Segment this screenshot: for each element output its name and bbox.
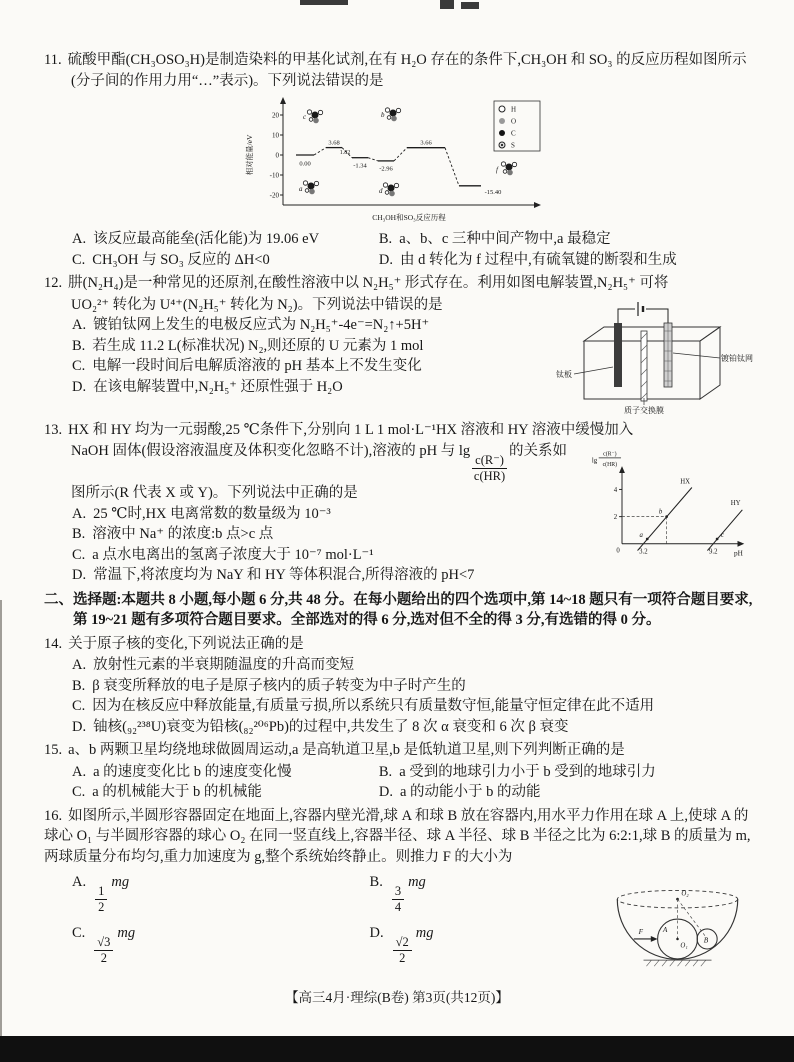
q16-option-d: D. $\frac{√2}{2}$ mg [369,924,434,965]
y-tick-label: 0 [275,151,279,160]
platinum-mesh-label: 镀铂钛网 [721,353,753,363]
o2-label: O₂ [681,890,689,898]
q11-number: 11. [44,52,62,68]
hemisphere-balls-diagram [602,870,754,972]
intermediate-label: f [496,166,498,174]
hx-line-label: HX [680,478,691,486]
ratio-fraction: $\frac{c(R^-)}{c(HR)}$ [473,453,506,484]
atom-o-icon [499,118,505,124]
y-tick-label: 20 [272,111,279,120]
fraction: $\frac{√3}{2}$ [94,936,113,965]
question-12 [44,273,754,417]
membrane-label: 质子交换膜 [624,405,664,415]
energy-diagram-figure [236,93,556,227]
ground-hatching [646,961,705,967]
q12-stem-line2: UO₂²⁺ 转化为 U⁴⁺(N₂H₅⁺ 转化为 N₂)。下列说法中错误的是 [71,296,443,313]
q11-stem [44,50,754,91]
fraction: $\frac{3}{4}$ [392,885,404,914]
q12-number: 12. [44,275,63,291]
intermediate-label: b [381,111,385,119]
q14-number: 14. [44,635,63,652]
titanium-plate-electrode [614,323,622,387]
atom-h-icon [499,106,505,112]
legend-label: S [511,141,515,150]
y-axis-frac-num: c(R⁻) [603,451,617,458]
q11-stem-text: 硫酸甲酯(CH₃OSO₃H)是制造染料的甲基化试剂,在有 H₂O 存在的条件下,CH₃OH 和 SO₃ 的反应历程如图所示(分子间的作用力用“…”表示)。下列说法错误的是 [67,52,747,89]
q15-option-a: A. a 的速度变化比 b 的速度变化慢 [72,763,292,780]
q12-option-a: A. 镀铂钛网上发生的电极反应式为 N₂H₅⁺-4e⁻=N₂↑+5H⁺ [72,317,430,333]
x-tick-label: 9.2 [708,548,718,556]
hx-line [638,488,692,551]
intermediate-label: d [379,187,383,195]
titanium-plate-label: 钛板 [556,369,572,379]
question-11 [44,50,754,270]
electrolysis-cell-diagram [554,297,754,415]
ball-a-label: A [662,926,668,935]
q15-number: 15. [44,742,63,759]
question-16 [44,806,754,975]
q15-options-row-1 [44,762,754,783]
q13-option-d: D. 常温下,将浓度均为 NaY 和 HY 等体积混合,所得溶液的 pH<7 [72,567,475,584]
point-a [646,538,649,541]
q11-option-b: B. a、b、c 三种中间产物中,a 最稳定 [378,231,611,247]
q13-option-a: A. 25 ℃时,HX 电离常数的数量级为 10⁻³ [72,505,331,522]
point-b-label: b [658,508,663,516]
y-tick-label: -10 [269,171,279,180]
hy-line-label: HY [730,499,741,507]
q16-options-row-1 [44,868,594,918]
point-c [716,538,719,541]
y-tick-label: 10 [272,131,279,140]
scan-artifact [300,0,348,5]
q16-stem: 16. 如图所示,半圆形容器固定在地面上,容器内壁光滑,球 A 和球 B 放在容器内,用水平力作用在球 A 上,使球 A 的球心 O₁ 与半圆形容器的球心 O₂ 在同一竖直线上,容器半径、球 A 半径、球 B 半径之比为 6:2:1,球 B 的质量为 m,两球质量分布均匀,重力加速度为 g,整个系统始终静止。则推力 F 的大小为 [44,807,751,865]
energy-value: 3.68 [328,139,340,147]
point-b [665,515,668,518]
point-c-label: c [721,532,725,539]
legend-label: H [511,105,517,114]
q11-options-row-1 [44,229,754,250]
o1-label: O₁ [680,942,688,950]
x-tick-label: 3.2 [639,548,648,556]
q14-stem: 14. 关于原子核的变化,下列说法正确的是 [44,635,304,652]
question-15 [44,740,754,803]
y-axis-label-lg: lg [591,457,598,465]
y-axis-label: 相对能量/eV [245,134,254,176]
q15-option-d: D. a 的动能小于 b 的动能 [378,784,541,801]
q12-option-d: D. 在该电解装置中,N₂H₅⁺ 还原性强于 H₂O [72,378,343,395]
question-13 [44,420,754,586]
q11-options-row-2 [44,250,754,271]
q12-option-c: C. 电解一段时间后电解质溶液的 pH 基本上不发生变化 [72,358,422,374]
q13-stem-line2: NaOH 固体(假设溶液温度及体积变化忽略不计),溶液的 pH 与 lg $\frac{c(R^-)}{c(HR)}$ 的关系如图所示(R 代表 X 或 Y)。下列说法中正确的是 [71,443,567,502]
energy-diagram [236,93,556,227]
legend-label: C [511,129,516,138]
section-2-header: 二、选择题:本题共 8 小题,每小题 6 分,共 48 分。在每小题给出的四个选项中,第 14~18 题只有一项符合题目要求,第 19~21 题有多项符合题目要求。全部选对的得 6 分,选对但不全的得 3 分,有选错的得 0 分。 [44,591,753,629]
page-footer: 【高三4月·理综(B卷) 第3页(共12页)】 [285,990,509,1005]
energy-value: -2.96 [379,165,393,173]
y-tick-label: 2 [613,514,618,522]
energy-value: 1.82 [339,150,351,156]
energy-value: 3.66 [420,139,432,147]
q14-option-a: A. 放射性元素的半衰期随温度的升高而变短 [72,657,355,674]
intermediate-label: c [303,113,307,121]
atom-c-icon [499,130,505,136]
q12-body [44,295,754,417]
q15-option-b: B. a 受到的地球引力小于 b 受到的地球引力 [378,763,656,780]
q16-option-b: B. $\frac{3}{4}$ mg [369,874,426,915]
center-o1-dot [676,938,679,941]
legend-label: O [511,117,517,126]
fraction: $\frac{√2}{2}$ [393,936,412,965]
y-axis-frac-den: c(HR) [602,462,618,469]
q13-body [44,441,754,586]
energy-value: -15.40 [484,189,502,196]
force-f-label: F [638,928,644,937]
q16-body [44,868,754,974]
electrolysis-figure [554,297,754,415]
energy-value: -1.34 [353,162,367,170]
q16-option-a: A. $\frac{1}{2}$ mg [72,874,130,915]
q11-option-a: A. 该反应最高能垒(活化能)为 19.06 eV [72,231,320,247]
q14-option-d: D. 铀核(₉₂²³⁸U)衰变为铅核(₈₂²⁰⁶Pb)的过程中,共发生了 8 次 α 衰变和 6 次 β 衰变 [72,718,569,735]
fraction: $\frac{1}{2}$ [95,885,107,914]
q13-option-c: C. a 点水电离出的氢离子浓度大于 10⁻⁷ mol·L⁻¹ [72,546,374,563]
x-axis-label: CH₃OH和SO₃反应历程 [372,213,446,222]
platinum-mesh-electrode [664,323,672,387]
origin-label: 0 [616,547,620,555]
q12-option-b: B. 若生成 11.2 L(标准状况) N₂,则还原的 U 元素为 1 mol [72,337,424,354]
energy-value: 0.00 [299,160,311,168]
q16-option-c: C. $\frac{√3}{2}$ mg [72,924,136,965]
q16-options-row-2 [44,919,594,969]
q14-option-b: B. β 衰变所释放的电子是原子核内的质子转变为中子时产生的 [72,677,466,694]
q12-stem-line1: 12. 肼(N₂H₄)是一种常见的还原剂,在酸性溶液中以 N₂H₅⁺ 形式存在。利用如图电解装置,N₂H₅⁺ 可将 [44,275,669,291]
q13-stem-line1: 13. HX 和 HY 均为一元弱酸,25 ℃条件下,分别向 1 L 1 mol·L⁻¹HX 溶液和 HY 溶液中缓慢加入 [44,421,634,438]
page-content [44,50,754,977]
ph-lg-ratio-graph [589,443,754,565]
scan-artifact [461,2,479,9]
q14-option-c: C. 因为在核反应中释放能量,有质量亏损,所以系统只有质量数守恒,能量守恒定律在此不适用 [72,698,655,715]
ph-graph-figure [589,443,754,565]
q11-option-d: D. 由 d 转化为 f 过程中,有硫氧键的断裂和生成 [378,251,677,268]
point-a-label: a [639,532,643,539]
mechanics-figure [602,870,754,972]
ball-b-label: B [703,936,709,945]
question-14 [44,634,754,738]
y-tick-label: -20 [269,191,279,200]
scan-edge-shadow [0,600,2,1036]
q13-number: 13. [44,421,63,438]
scan-artifact [440,0,454,9]
hy-line [707,510,742,551]
y-tick-label: 4 [613,486,618,494]
q15-options-row-2 [44,782,754,803]
q13-option-b: B. 溶液中 Na⁺ 的浓度:b 点>c 点 [72,526,274,543]
q15-option-c: C. a 的机械能大于 b 的机械能 [72,784,262,801]
q11-option-c: C. CH₃OH 与 SO₃ 反应的 ΔH<0 [72,251,270,268]
x-axis-label: pH [734,549,743,558]
proton-exchange-membrane [641,331,647,401]
scan-bottom-bar [0,1036,794,1062]
intermediate-label: a [299,185,303,193]
q16-number: 16. [44,807,63,824]
q15-stem: 15. a、b 两颗卫星均绕地球做圆周运动,a 是高轨道卫星,b 是低轨道卫星,则下列判断正确的是 [44,742,625,759]
